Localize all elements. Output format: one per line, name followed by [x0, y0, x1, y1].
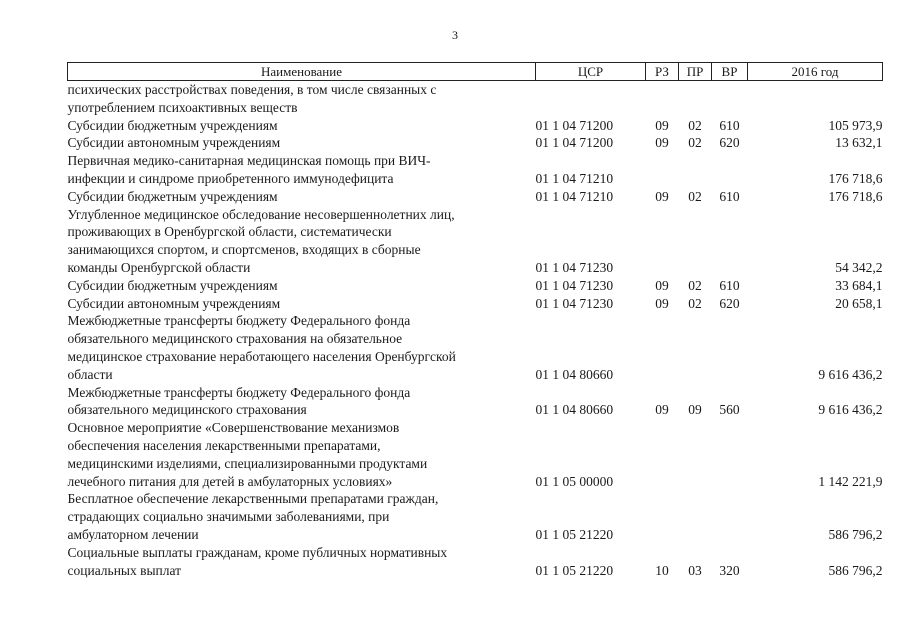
cell-vr	[712, 419, 748, 437]
cell-csr: 01 1 04 71230	[535, 259, 614, 275]
cell-amount	[748, 455, 883, 473]
cell-amount	[748, 330, 883, 348]
cell-pr: 02	[688, 117, 702, 133]
cell-csr	[536, 312, 646, 330]
table-row	[68, 366, 883, 384]
cell-rz	[646, 490, 679, 508]
cell-rz	[646, 526, 679, 544]
cell-name: команды Оренбургской области	[67, 259, 251, 275]
cell-rz	[646, 312, 679, 330]
header-year: 2016 год	[748, 63, 883, 81]
cell-rz	[646, 508, 679, 526]
table-row	[68, 562, 883, 580]
cell-csr	[536, 544, 646, 562]
cell-amount	[748, 508, 883, 526]
cell-vr	[712, 170, 748, 188]
cell-amount	[748, 223, 883, 241]
cell-name: Субсидии автономным учреждениям	[67, 135, 281, 151]
cell-csr	[536, 330, 646, 348]
cell-vr: 610	[719, 188, 740, 204]
cell-name: медицинскими изделиями, специализированными продуктами	[67, 455, 428, 471]
cell-amount	[748, 312, 883, 330]
cell-csr: 01 1 04 71210	[535, 170, 614, 186]
cell-vr: 320	[719, 562, 740, 578]
table-row	[68, 455, 883, 473]
cell-rz	[646, 455, 679, 473]
cell-vr	[712, 508, 748, 526]
cell-amount: 105 973,9	[828, 117, 883, 133]
cell-pr	[679, 490, 712, 508]
table-row	[68, 152, 883, 170]
cell-rz	[646, 419, 679, 437]
cell-amount	[748, 437, 883, 455]
cell-name: занимающихся спортом, и спортсменов, входящих в сборные	[67, 242, 421, 258]
table-row	[68, 419, 883, 437]
cell-pr	[679, 170, 712, 188]
cell-pr	[679, 241, 712, 259]
cell-rz	[646, 384, 679, 402]
cell-rz	[646, 170, 679, 188]
cell-csr: 01 1 04 80660	[535, 366, 614, 382]
cell-pr	[679, 419, 712, 437]
cell-csr	[536, 437, 646, 455]
table-row	[68, 117, 883, 135]
cell-pr	[679, 348, 712, 366]
cell-rz	[646, 223, 679, 241]
cell-csr: 01 1 04 80660	[535, 402, 614, 418]
cell-csr	[536, 81, 646, 99]
cell-vr	[712, 259, 748, 277]
cell-name: обязательного медицинского страхования на обязательное	[67, 331, 403, 347]
cell-rz	[646, 152, 679, 170]
cell-vr	[712, 152, 748, 170]
header-vr: ВР	[712, 63, 748, 81]
cell-name: Субсидии бюджетным учреждениям	[67, 117, 278, 133]
cell-amount	[748, 81, 883, 99]
cell-csr: 01 1 04 71200	[535, 117, 614, 133]
cell-csr: 01 1 05 21220	[535, 526, 614, 542]
cell-rz: 10	[655, 562, 669, 578]
cell-pr: 02	[688, 188, 702, 204]
cell-pr	[679, 366, 712, 384]
cell-name: Основное мероприятие «Совершенствование механизмов	[67, 420, 400, 436]
table-row	[68, 99, 883, 117]
cell-pr	[679, 526, 712, 544]
cell-vr	[712, 366, 748, 384]
cell-rz: 09	[655, 402, 669, 418]
cell-name: Первичная медико-санитарная медицинская помощь при ВИЧ-	[67, 153, 431, 169]
page-number: 3	[452, 28, 458, 42]
cell-rz	[646, 437, 679, 455]
cell-name: Межбюджетные трансферты бюджету Федерального фонда	[67, 384, 411, 400]
table-row	[68, 526, 883, 544]
cell-amount: 9 616 436,2	[818, 402, 883, 418]
cell-rz: 09	[655, 117, 669, 133]
table-row	[68, 259, 883, 277]
table-row	[68, 384, 883, 402]
table-row	[68, 295, 883, 313]
cell-name: страдающих социально значимыми заболеваниями, при	[67, 509, 390, 525]
table-row	[68, 170, 883, 188]
cell-name: Межбюджетные трансферты бюджету Федерального фонда	[67, 313, 411, 329]
cell-csr: 01 1 04 71230	[535, 277, 614, 293]
cell-csr	[536, 490, 646, 508]
cell-vr	[712, 526, 748, 544]
cell-csr	[536, 384, 646, 402]
cell-pr	[679, 259, 712, 277]
cell-csr	[536, 508, 646, 526]
cell-pr	[679, 473, 712, 491]
cell-amount: 20 658,1	[835, 295, 883, 311]
cell-name: социальных выплат	[67, 562, 182, 578]
cell-amount: 586 796,2	[828, 562, 883, 578]
cell-csr: 01 1 05 21220	[535, 562, 614, 578]
cell-amount: 54 342,2	[835, 259, 883, 275]
cell-name: Бесплатное обеспечение лекарственными препаратами граждан,	[67, 491, 439, 507]
cell-name: Субсидии бюджетным учреждениям	[67, 188, 278, 204]
cell-amount	[748, 152, 883, 170]
cell-csr	[536, 223, 646, 241]
cell-amount	[748, 490, 883, 508]
cell-name: обеспечения населения лекарственными препаратами,	[67, 437, 381, 453]
cell-pr	[679, 312, 712, 330]
cell-amount: 9 616 436,2	[818, 366, 883, 382]
cell-rz	[646, 330, 679, 348]
cell-rz: 09	[655, 277, 669, 293]
table-row	[68, 490, 883, 508]
table-row	[68, 401, 883, 419]
cell-rz	[646, 81, 679, 99]
cell-csr	[536, 152, 646, 170]
table-row	[68, 241, 883, 259]
table-row	[68, 206, 883, 224]
cell-rz: 09	[655, 188, 669, 204]
cell-amount: 586 796,2	[828, 526, 883, 542]
cell-rz	[646, 259, 679, 277]
cell-amount	[748, 348, 883, 366]
cell-amount	[748, 544, 883, 562]
cell-vr	[712, 206, 748, 224]
cell-vr: 560	[719, 402, 740, 418]
cell-vr	[712, 312, 748, 330]
cell-amount: 33 684,1	[835, 277, 883, 293]
cell-name: медицинское страхование неработающего населения Оренбургской	[67, 348, 456, 364]
cell-pr	[679, 152, 712, 170]
cell-vr: 610	[719, 117, 740, 133]
cell-name: употреблением психоактивных веществ	[67, 99, 298, 115]
cell-amount	[748, 419, 883, 437]
cell-csr: 01 1 05 00000	[535, 473, 614, 489]
cell-amount: 176 718,6	[828, 188, 883, 204]
cell-csr: 01 1 04 71210	[535, 188, 614, 204]
cell-pr: 02	[688, 135, 702, 151]
cell-vr	[712, 223, 748, 241]
cell-rz	[646, 206, 679, 224]
cell-csr	[536, 99, 646, 117]
cell-amount: 1 142 221,9	[818, 473, 883, 489]
cell-rz	[646, 473, 679, 491]
cell-name: области	[67, 366, 113, 382]
cell-rz: 09	[655, 135, 669, 151]
cell-rz	[646, 99, 679, 117]
table-row	[68, 544, 883, 562]
cell-csr: 01 1 04 71200	[535, 135, 614, 151]
cell-vr	[712, 330, 748, 348]
table-row	[68, 134, 883, 152]
table-row	[68, 188, 883, 206]
cell-pr	[679, 508, 712, 526]
table-row	[68, 348, 883, 366]
cell-pr	[679, 206, 712, 224]
header-name: Наименование	[68, 63, 536, 81]
cell-vr	[712, 384, 748, 402]
cell-amount: 13 632,1	[835, 135, 883, 151]
cell-csr	[536, 348, 646, 366]
cell-name: Социальные выплаты гражданам, кроме публичных нормативных	[67, 544, 448, 560]
cell-vr	[712, 437, 748, 455]
table-row	[68, 223, 883, 241]
cell-vr	[712, 544, 748, 562]
table-row	[68, 437, 883, 455]
cell-pr: 02	[688, 295, 702, 311]
table-row	[68, 508, 883, 526]
cell-pr: 03	[688, 562, 702, 578]
header-row	[68, 63, 883, 81]
cell-csr	[536, 419, 646, 437]
cell-pr	[679, 81, 712, 99]
header-pr: ПР	[679, 63, 712, 81]
cell-vr: 620	[719, 295, 740, 311]
table-row	[68, 330, 883, 348]
cell-pr	[679, 384, 712, 402]
budget-table	[67, 62, 883, 579]
cell-rz	[646, 241, 679, 259]
cell-vr	[712, 455, 748, 473]
cell-amount	[748, 206, 883, 224]
cell-csr: 01 1 04 71230	[535, 295, 614, 311]
table-row	[68, 312, 883, 330]
cell-name: Субсидии автономным учреждениям	[67, 295, 281, 311]
cell-name: проживающих в Оренбургской области, систематически	[67, 224, 392, 240]
cell-name: инфекции и синдроме приобретенного иммунодефицита	[67, 170, 394, 186]
cell-amount: 176 718,6	[828, 170, 883, 186]
cell-csr	[536, 241, 646, 259]
cell-name: амбулаторном лечении	[67, 526, 199, 542]
cell-name: лечебного питания для детей в амбулаторных условиях»	[67, 473, 393, 489]
cell-amount	[748, 99, 883, 117]
cell-pr	[679, 437, 712, 455]
cell-amount	[748, 241, 883, 259]
cell-pr	[679, 455, 712, 473]
cell-pr: 02	[688, 277, 702, 293]
cell-pr	[679, 99, 712, 117]
cell-name: обязательного медицинского страхования	[67, 402, 307, 418]
table-row	[68, 473, 883, 491]
table-header	[68, 63, 883, 81]
table-row	[68, 81, 883, 99]
cell-amount	[748, 384, 883, 402]
cell-vr	[712, 490, 748, 508]
cell-csr	[536, 206, 646, 224]
cell-pr	[679, 223, 712, 241]
cell-vr	[712, 241, 748, 259]
cell-rz	[646, 366, 679, 384]
cell-csr	[536, 455, 646, 473]
cell-pr	[679, 544, 712, 562]
cell-name: психических расстройствах поведения, в том числе связанных с	[67, 82, 437, 97]
header-rz: РЗ	[646, 63, 679, 81]
cell-rz	[646, 544, 679, 562]
cell-rz: 09	[655, 295, 669, 311]
cell-pr: 09	[688, 402, 702, 418]
cell-pr	[679, 330, 712, 348]
cell-rz	[646, 348, 679, 366]
cell-name: Углубленное медицинское обследование несовершеннолетних лиц,	[67, 206, 455, 222]
table-body	[68, 81, 883, 580]
cell-vr: 620	[719, 135, 740, 151]
cell-name: Субсидии бюджетным учреждениям	[67, 277, 278, 293]
cell-vr	[712, 348, 748, 366]
table-row	[68, 277, 883, 295]
cell-vr	[712, 81, 748, 99]
cell-vr: 610	[719, 277, 740, 293]
cell-vr	[712, 99, 748, 117]
cell-vr	[712, 473, 748, 491]
header-csr: ЦСР	[536, 63, 646, 81]
